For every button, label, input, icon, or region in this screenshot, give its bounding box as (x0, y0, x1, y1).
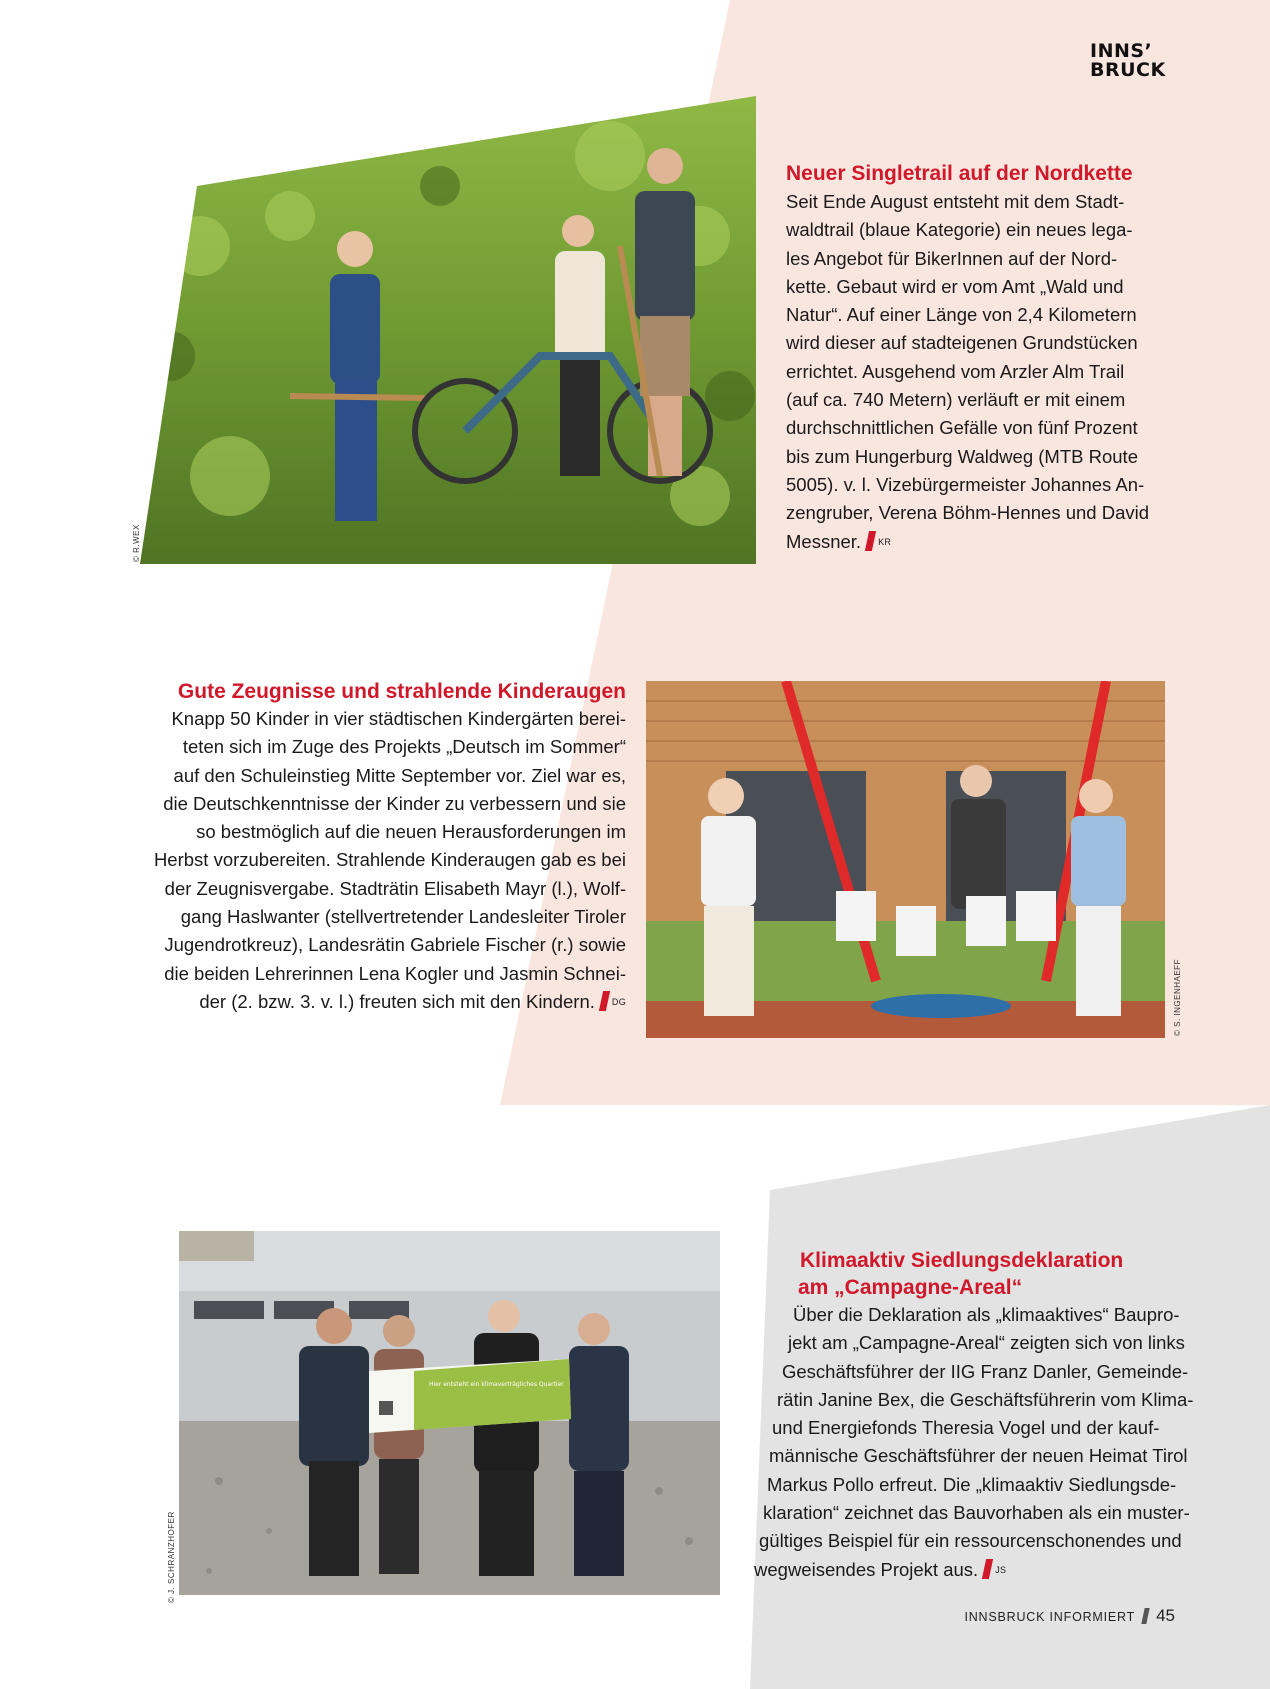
page-footer (964, 1606, 1175, 1626)
campagne-areal-photo (179, 1231, 720, 1595)
article-campagne-areal (740, 1247, 1202, 1584)
article-body: Knapp 50 Kinder in vier städtischen Kindergärten berei- teten sich im Zuge des Projekts „Deutsch im Sommer“ auf den Schuleinstieg Mitte September vor. Ziel war es, die Deutschkenntnisse der Kinder zu verbessern und sie so bestmöglich auf die neuen Herausforderungen im Herbst vorzubereiten. Strahlende Kinderaugen gab es bei der Zeugnisvergabe. Stadträtin Elisabeth Mayr (l.), Wolf- gang Haslwanter (stellvertretender Landesleiter Tiroler Jugendrotkreuz), Landesrätin Gabriele Fischer (r.) sowie die beiden Lehrerinnen Lena Kogler und Jasmin Schnei- der (2. bzw. 3. v. l.) freuten sich mit den Kindern. $^{DG}$ (153, 708, 626, 1012)
innsbruck-logo: INNS’ BRUCK (1090, 40, 1166, 81)
photo-credit-3: © J. SCHRANZHOFER (167, 1511, 176, 1603)
article-body: Seit Ende August entsteht mit dem Stadt- waldtrail (blaue Kategorie) ein neues lega- les Angebot für BikerInnen auf der Nord- kette. Gebaut wird er vom Amt „Wald und Natur“. Auf einer Länge von 2,4 Kilometern wird dieser auf stadteigenen Grundstücken errichtet. Ausgehend vom Arzler Alm Trail (auf ca. 740 Metern) verläuft er mit einem durchschnittlichen Gefälle von fünf Prozent bis zum Hungerburg Waldweg (MTB Route 5005). v. l. Vizebürgermeister Johannes An- zengruber, Verena Böhm-Hennes und David Messner. $^{KR}$ (786, 191, 1150, 552)
author-tag-icon (982, 1559, 993, 1579)
author-initials: DG (611, 996, 626, 1007)
page-number: 45 (1156, 1606, 1175, 1625)
photo-credit-2: © S. INGENHAEFF (1173, 959, 1182, 1036)
article-singletrail (786, 160, 1186, 556)
footer-label: INNSBRUCK INFORMIERT (964, 1610, 1136, 1624)
photo-credit-1: © R.WEX (132, 524, 141, 562)
article-title: Klimaaktiv Siedlungsdeklaration am „Campagne-Areal“ (798, 1249, 1124, 1299)
author-initials: KR (878, 536, 892, 547)
article-kindergarten (140, 678, 626, 1016)
singletrail-photo (140, 96, 756, 564)
author-tag-icon (599, 991, 610, 1011)
author-initials: JS (995, 1564, 1007, 1575)
footer-divider-icon (1141, 1608, 1149, 1624)
article-body: Über die Deklaration als „klimaaktives“ Baupro- jekt am „Campagne-Areal“ zeigten sich von links Geschäftsführer der IIG Franz Danler, Gemeinde- rätin Janine Bex, die Geschäftsführerin vom Klima- und Energiefonds Theresia Vogel und der kauf- männische Geschäftsführer der neuen Heimat Tirol Markus Pollo erfreut. Die „klimaaktiv Siedlungsde- klaration“ zeichnet das Bauvorhaben als ein muster- gültiges Beispiel für ein ressourcenschonendes und wegweisendes Projekt aus. $^{JS}$ (754, 1304, 1194, 1580)
kindergarten-photo (646, 681, 1165, 1038)
author-tag-icon (865, 531, 876, 551)
article-title: Gute Zeugnisse und strahlende Kinderaugen (177, 680, 626, 703)
article-title: Neuer Singletrail auf der Nordkette (786, 162, 1133, 185)
sign-text: Hier entsteht ein klimaverträgliches Quartier (429, 1381, 564, 1388)
